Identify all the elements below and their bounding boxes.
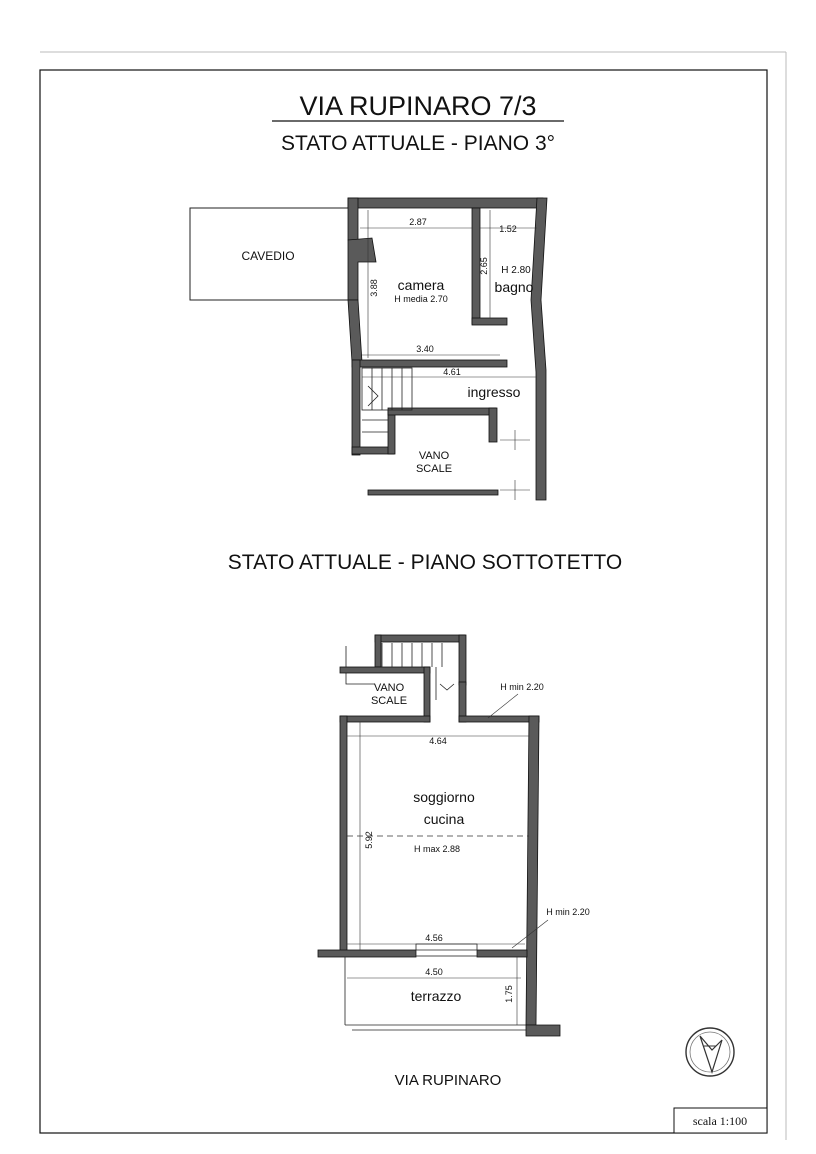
attic-stair-right-wall <box>459 635 466 685</box>
room-bagno-height: H 2.80 <box>501 265 531 276</box>
attic-wall-bottom-left <box>318 950 416 957</box>
wall-left-upper <box>348 198 358 240</box>
room-soggiorno-label: soggiorno <box>413 789 475 805</box>
drawing-frame <box>40 70 767 1133</box>
floor-3-stairs <box>362 368 412 432</box>
attic-h-min-right: H min 2.20 <box>546 907 590 917</box>
dim-bagno-depth: 2.65 <box>479 257 489 275</box>
floor-3-plan <box>190 198 547 500</box>
page-title: VIA RUPINARO 7/3 <box>299 91 537 121</box>
wall-bagno-bottom <box>472 318 507 325</box>
studio-logo-icon <box>686 1028 734 1076</box>
wall-top <box>348 198 543 208</box>
attic-lintel-left <box>340 716 430 722</box>
wall-bottom <box>368 490 498 495</box>
dim-attic-depth: 5.92 <box>364 831 374 849</box>
dim-bagno-width: 1.52 <box>499 224 517 234</box>
attic-stair-top-wall <box>375 635 465 642</box>
wall-camera-bottom <box>352 360 507 367</box>
wall-vano-right <box>489 408 497 442</box>
attic-h-max: H max 2.88 <box>413 844 461 854</box>
attic-wall-right <box>526 716 539 1025</box>
dim-terrazzo-depth: 1.75 <box>504 985 514 1003</box>
room-cucina-label: cucina <box>423 811 465 827</box>
room-vano-scale-line1: VANO <box>418 450 450 462</box>
attic-plan <box>318 635 590 1036</box>
floor-3-subtitle: STATO ATTUALE - PIANO 3° <box>280 132 556 155</box>
terrazzo-corner-wall <box>526 1025 560 1036</box>
wall-ingresso-bottom <box>388 408 496 415</box>
dim-terrazzo-width: 4.50 <box>425 967 443 977</box>
room-bagno-label: bagno <box>494 279 534 295</box>
room-terrazzo-label: terrazzo <box>410 988 462 1004</box>
page-border <box>40 52 786 1140</box>
dim-attic-bottom: 4.56 <box>425 933 443 943</box>
room-camera-height: H media 2.70 <box>394 294 448 304</box>
scale-label: scala 1:100 <box>692 1114 748 1128</box>
leader-h-min-top <box>488 694 518 718</box>
attic-lintel-right <box>459 716 539 722</box>
dim-camera-width: 2.87 <box>409 217 427 227</box>
attic-vano-box-left <box>340 667 430 673</box>
wall-right <box>531 198 547 500</box>
attic-h-min-top: H min 2.20 <box>500 682 544 692</box>
room-ingresso-label: ingresso <box>467 384 521 400</box>
cavedio-label: CAVEDIO <box>241 249 295 263</box>
dim-camera-bottom: 3.40 <box>416 344 434 354</box>
attic-wall-left <box>340 716 347 956</box>
attic-wall-bottom-right <box>477 950 527 957</box>
dim-camera-depth: 3.88 <box>369 279 379 297</box>
attic-vano-box-right <box>424 667 430 722</box>
wall-stair-left <box>352 360 360 455</box>
attic-subtitle: STATO ATTUALE - PIANO SOTTOTETTO <box>227 551 623 574</box>
wall-stair-right <box>388 410 395 454</box>
dim-ingresso-width: 4.61 <box>443 367 461 377</box>
attic-vano-scale-line2: SCALE <box>370 695 408 707</box>
attic-stair-left-wall <box>375 635 381 667</box>
attic-vano-scale-line1: VANO <box>373 682 405 694</box>
street-label: VIA RUPINARO <box>394 1072 502 1089</box>
room-camera-label: camera <box>397 277 445 293</box>
wall-left-mid <box>348 300 362 362</box>
dim-attic-top: 4.64 <box>429 736 447 746</box>
room-vano-scale-line2: SCALE <box>415 463 453 475</box>
